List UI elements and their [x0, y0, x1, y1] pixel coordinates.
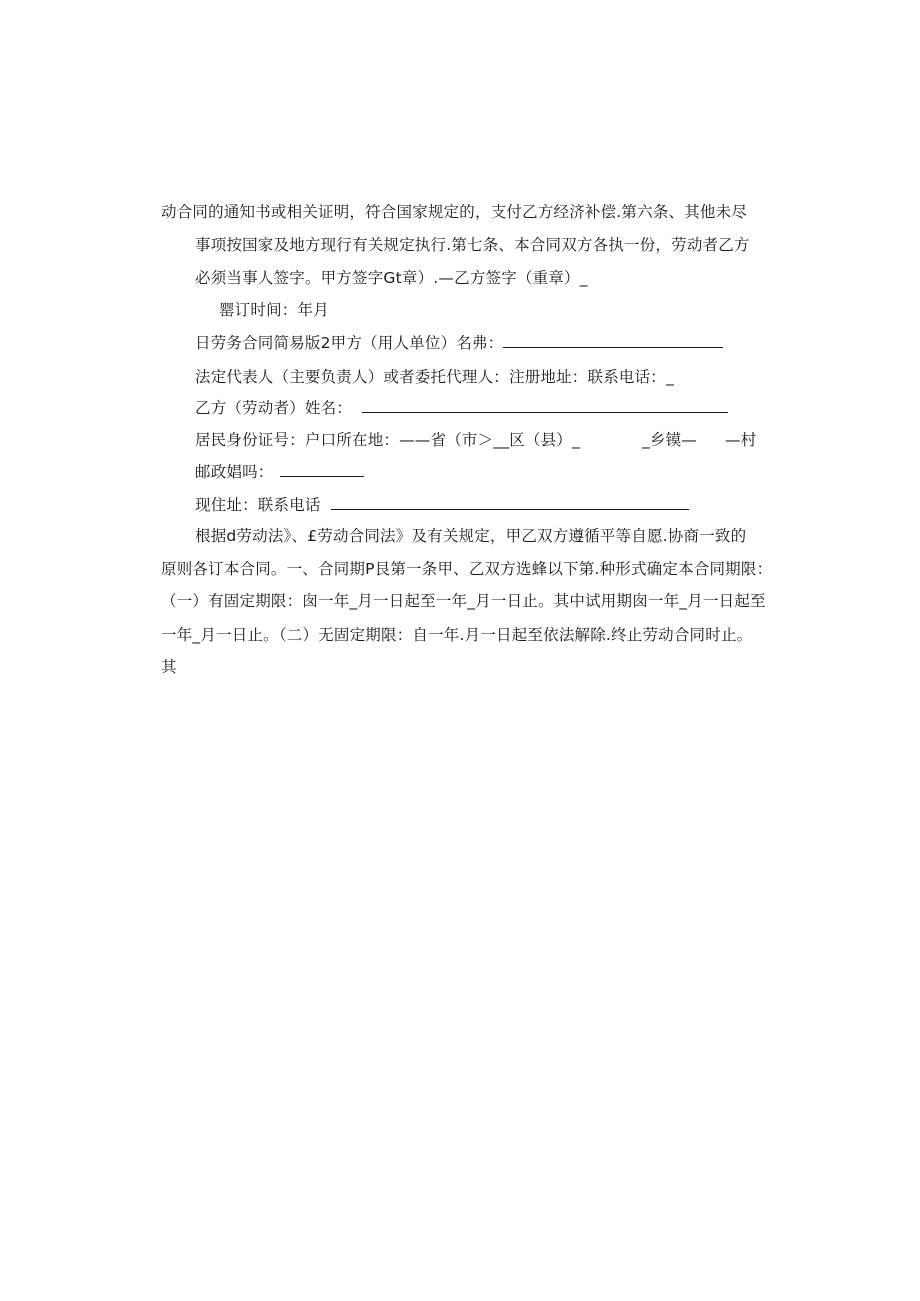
postal-code-blank — [280, 462, 364, 477]
party-b-name-label: 乙方（劳动者）姓名： — [195, 399, 353, 417]
signing-time-line: 罂订时间：年月 — [219, 301, 329, 319]
text-line-11: 根据d劳动法》、£劳动合同法》及有关规定，甲乙双方遵循平等自愿.协商一致的 — [195, 527, 747, 545]
text-line-3: 必须当事人签字。甲方签字Gt章）.—乙方签字（重章）_ — [195, 269, 588, 287]
text-line-2: 事项按国家及地方现行有关规定执行.第七条、本合同双方各执一份，劳动者乙方 — [195, 236, 750, 254]
current-address-label: 现住址：联系电话 — [195, 496, 321, 514]
text-line-1: 动合同的通知书或相关证明，符合国家规定的，支付乙方经济补偿.第六条、其他未尽 — [161, 203, 748, 221]
id-household-line — [195, 430, 756, 450]
postal-code-label: 邮政娼吗： — [195, 463, 274, 481]
party-b-name-blank — [362, 398, 728, 413]
current-address-blank — [331, 495, 689, 510]
party-a-name-label: 日劳务合同简易版2甲方（用人单位）名弗： — [195, 334, 504, 352]
party-b-name-line — [195, 398, 728, 418]
text-line-13: （一）有固定期限：囱一年_月一日起至一年_月一日止。其中试用期囱一年_月一日起至 — [161, 592, 766, 610]
id-household-text: 居民身份证号：户口所在地：——省（市＞__区（县）_ — [195, 431, 580, 449]
postal-code-line — [195, 462, 364, 482]
party-a-name-blank — [503, 333, 723, 348]
current-address-line — [195, 495, 689, 515]
township-text: _乡镆— — [641, 431, 698, 449]
party-a-name-line — [195, 333, 723, 353]
legal-representative-line: 法定代表人（主要负责人）或者委托代理人：注册地址：联系电话：_ — [195, 368, 674, 386]
text-line-15: 其 — [161, 658, 177, 676]
text-line-12: 原则各订本合同。一、合同期P艮第一条甲、乙双方选蜂以下第.种形式确定本合同期限： — [161, 560, 773, 578]
text-line-14: 一年_月一日止。（二）无固定期限：自一年.月一日起至依法解除.终止劳动合同时止。 — [161, 626, 753, 644]
village-text: —村 — [725, 431, 757, 449]
